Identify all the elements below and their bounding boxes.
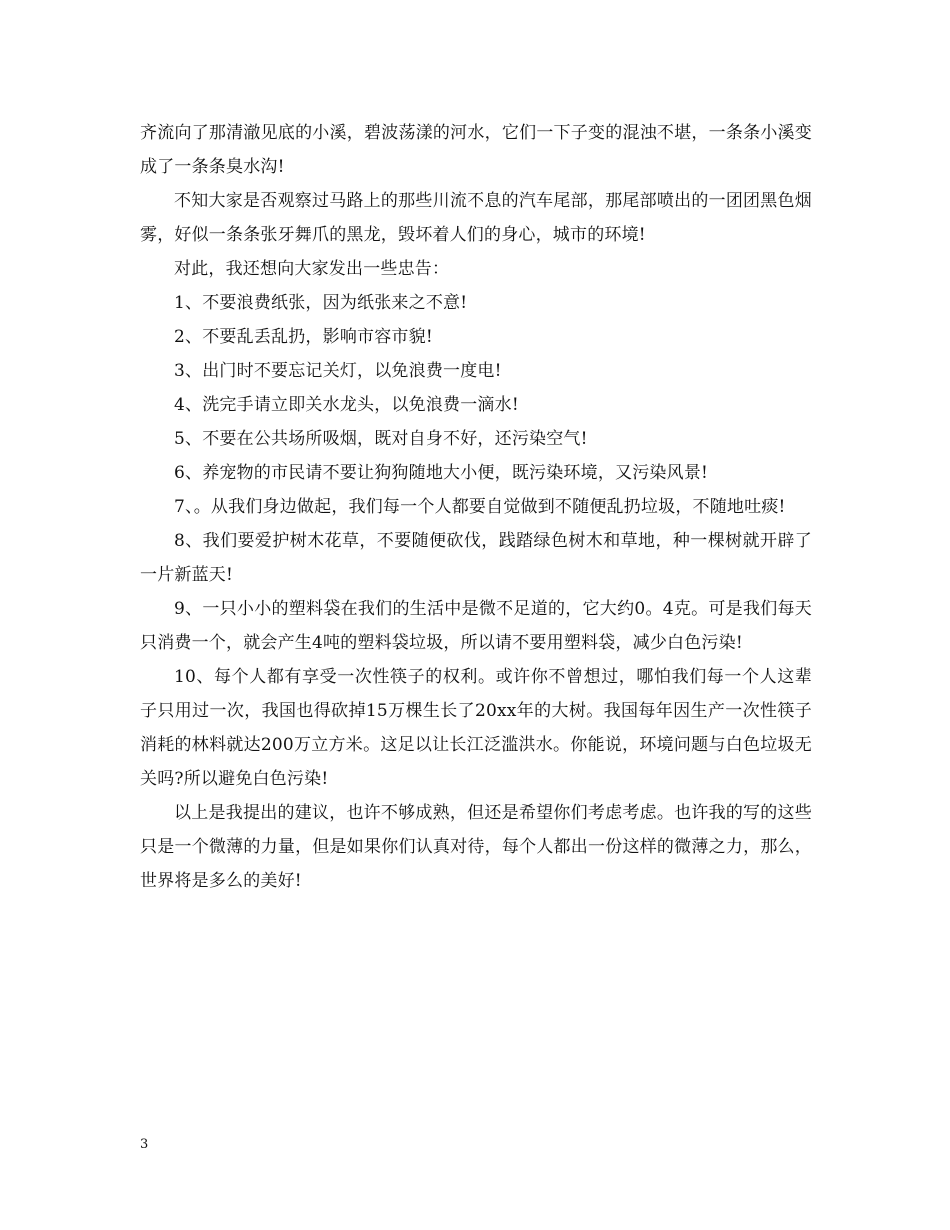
list-item-8: 8、我们要爱护树木花草，不要随便砍伐，践踏绿色树木和草地，种一棵树就开辟了一片新蓝天!: [140, 531, 812, 585]
document-body: [140, 116, 812, 898]
paragraph-car-exhaust: 不知大家是否观察过马路上的那些川流不息的汽车尾部，那尾部喷出的一团团黑色烟雾，好似一条条张牙舞爪的黑龙，毁坏着人们的身心，城市的环境!: [140, 191, 812, 245]
paragraph-advice-intro: 对此，我还想向大家发出一些忠告：: [174, 259, 450, 279]
paragraph-conclusion: 以上是我提出的建议，也许不够成熟，但还是希望你们考虑考虑。也许我的写的这些只是一个微薄的力量，但是如果你们认真对待，每个人都出一份这样的微薄之力，那么，世界将是多么的美好!: [140, 803, 812, 891]
list-item-7: 7、。从我们身边做起，我们每一个人都要自觉做到不随便乱扔垃圾，不随地吐痰!: [174, 497, 786, 517]
list-item-4: 4、洗完手请立即关水龙头，以免浪费一滴水!: [174, 395, 519, 415]
list-item-9: 9、一只小小的塑料袋在我们的生活中是微不足道的，它大约0。4克。可是我们每天只消费一个，就会产生4吨的塑料袋垃圾，所以请不要用塑料袋，减少白色污染!: [140, 599, 812, 653]
list-item-2: 2、不要乱丢乱扔，影响市容市貌!: [174, 327, 433, 347]
list-item-6: 6、养宠物的市民请不要让狗狗随地大小便，既污染环境，又污染风景!: [174, 463, 709, 483]
list-item-5: 5、不要在公共场所吸烟，既对自身不好，还污染空气!: [174, 429, 588, 449]
page-number: 3: [140, 1137, 149, 1152]
list-item-10: 10、每个人都有享受一次性筷子的权利。或许你不曾想过，哪怕我们每一个人这辈子只用过一次，我国也得砍掉15万棵生长了20xx年的大树。我国每年因生产一次性筷子消耗的林料就达200万立方米。这足以让长江泛滥洪水。你能说，环境问题与白色垃圾无关吗?所以避免白色污染!: [140, 667, 812, 789]
paragraph-continuation: 齐流向了那清澈见底的小溪，碧波荡漾的河水，它们一下子变的混浊不堪，一条条小溪变成了一条条臭水沟!: [140, 123, 812, 177]
list-item-1: 1、不要浪费纸张，因为纸张来之不意!: [174, 293, 468, 313]
list-item-3: 3、出门时不要忘记关灯，以免浪费一度电!: [174, 361, 502, 381]
